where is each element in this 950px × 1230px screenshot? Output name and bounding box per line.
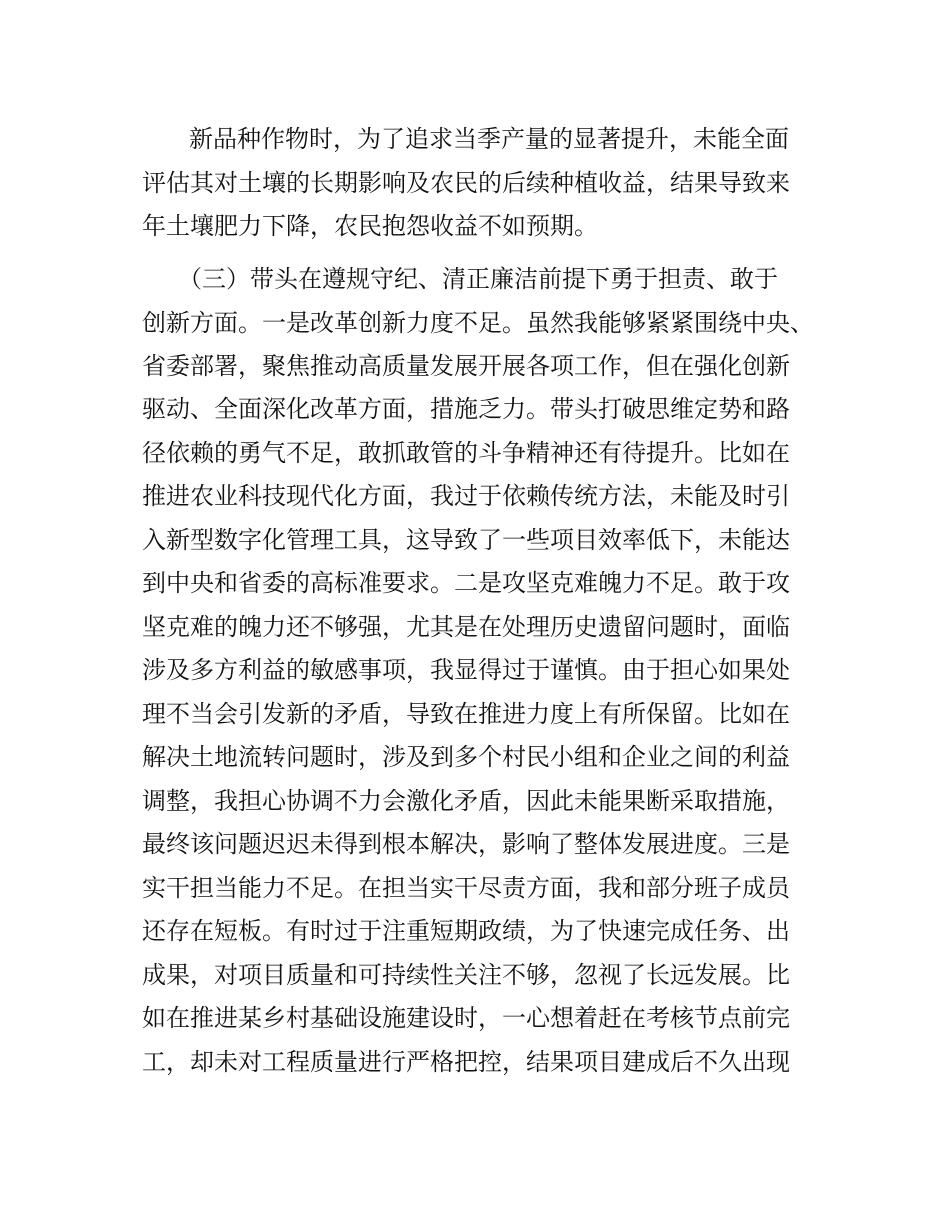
paragraph-2-line-6: 推进农业科技现代化方面，我过于依赖传统方法，未能及时引 xyxy=(142,482,790,510)
paragraph-2-line-3: 省委部署，聚焦推动高质量发展开展各项工作，但在强化创新 xyxy=(142,352,790,380)
paragraph-2-line-11: 理不当会引发新的矛盾，导致在推进力度上有所保留。比如在 xyxy=(142,700,790,728)
paragraph-1-line-2: 评估其对土壤的长期影响及农民的后续种植收益，结果导致来 xyxy=(142,169,790,197)
paragraph-2-line-4: 驱动、全面深化改革方面，措施乏力。带头打破思维定势和路 xyxy=(142,395,790,423)
paragraph-2-line-18: 如在推进某乡村基础设施建设时，一心想着赶在考核节点前完 xyxy=(142,1004,790,1032)
paragraph-2-line-14: 最终该问题迟迟未得到根本解决，影响了整体发展进度。三是 xyxy=(142,830,790,858)
paragraph-2-line-9: 坚克难的魄力还不够强，尤其是在处理历史遗留问题时，面临 xyxy=(142,613,790,641)
paragraph-2-line-13: 调整，我担心协调不力会激化矛盾，因此未能果断采取措施， xyxy=(142,787,790,815)
paragraph-2-line-1: （三）带头在遵规守纪、清正廉洁前提下勇于担责、敢于 xyxy=(178,265,778,293)
paragraph-2-line-5: 径依赖的勇气不足，敢抓敢管的斗争精神还有待提升。比如在 xyxy=(142,439,790,467)
paragraph-2-line-8: 到中央和省委的高标准要求。二是攻坚克难魄力不足。敢于攻 xyxy=(142,569,790,597)
paragraph-2-line-19: 工，却未对工程质量进行严格把控，结果项目建成后不久出现 xyxy=(142,1048,790,1076)
paragraph-2-line-16: 还存在短板。有时过于注重短期政绩，为了快速完成任务、出 xyxy=(142,917,790,945)
paragraph-2-line-10: 涉及多方利益的敏感事项，我显得过于谨慎。由于担心如果处 xyxy=(142,656,790,684)
paragraph-2-line-17: 成果，对项目质量和可持续性关注不够，忽视了长远发展。比 xyxy=(142,961,790,989)
paragraph-2-line-2: 创新方面。一是改革创新力度不足。虽然我能够紧紧围绕中央、 xyxy=(142,309,814,337)
paragraph-1-line-3: 年土壤肥力下降，农民抱怨收益不如预期。 xyxy=(142,212,598,240)
paragraph-2-line-7: 入新型数字化管理工具，这导致了一些项目效率低下，未能达 xyxy=(142,526,790,554)
paragraph-2-line-12: 解决土地流转问题时，涉及到多个村民小组和企业之间的利益 xyxy=(142,743,790,771)
paragraph-2-line-15: 实干担当能力不足。在担当实干尽责方面，我和部分班子成员 xyxy=(142,874,790,902)
paragraph-1-line-1: 新品种作物时，为了追求当季产量的显著提升，未能全面 xyxy=(189,125,789,153)
